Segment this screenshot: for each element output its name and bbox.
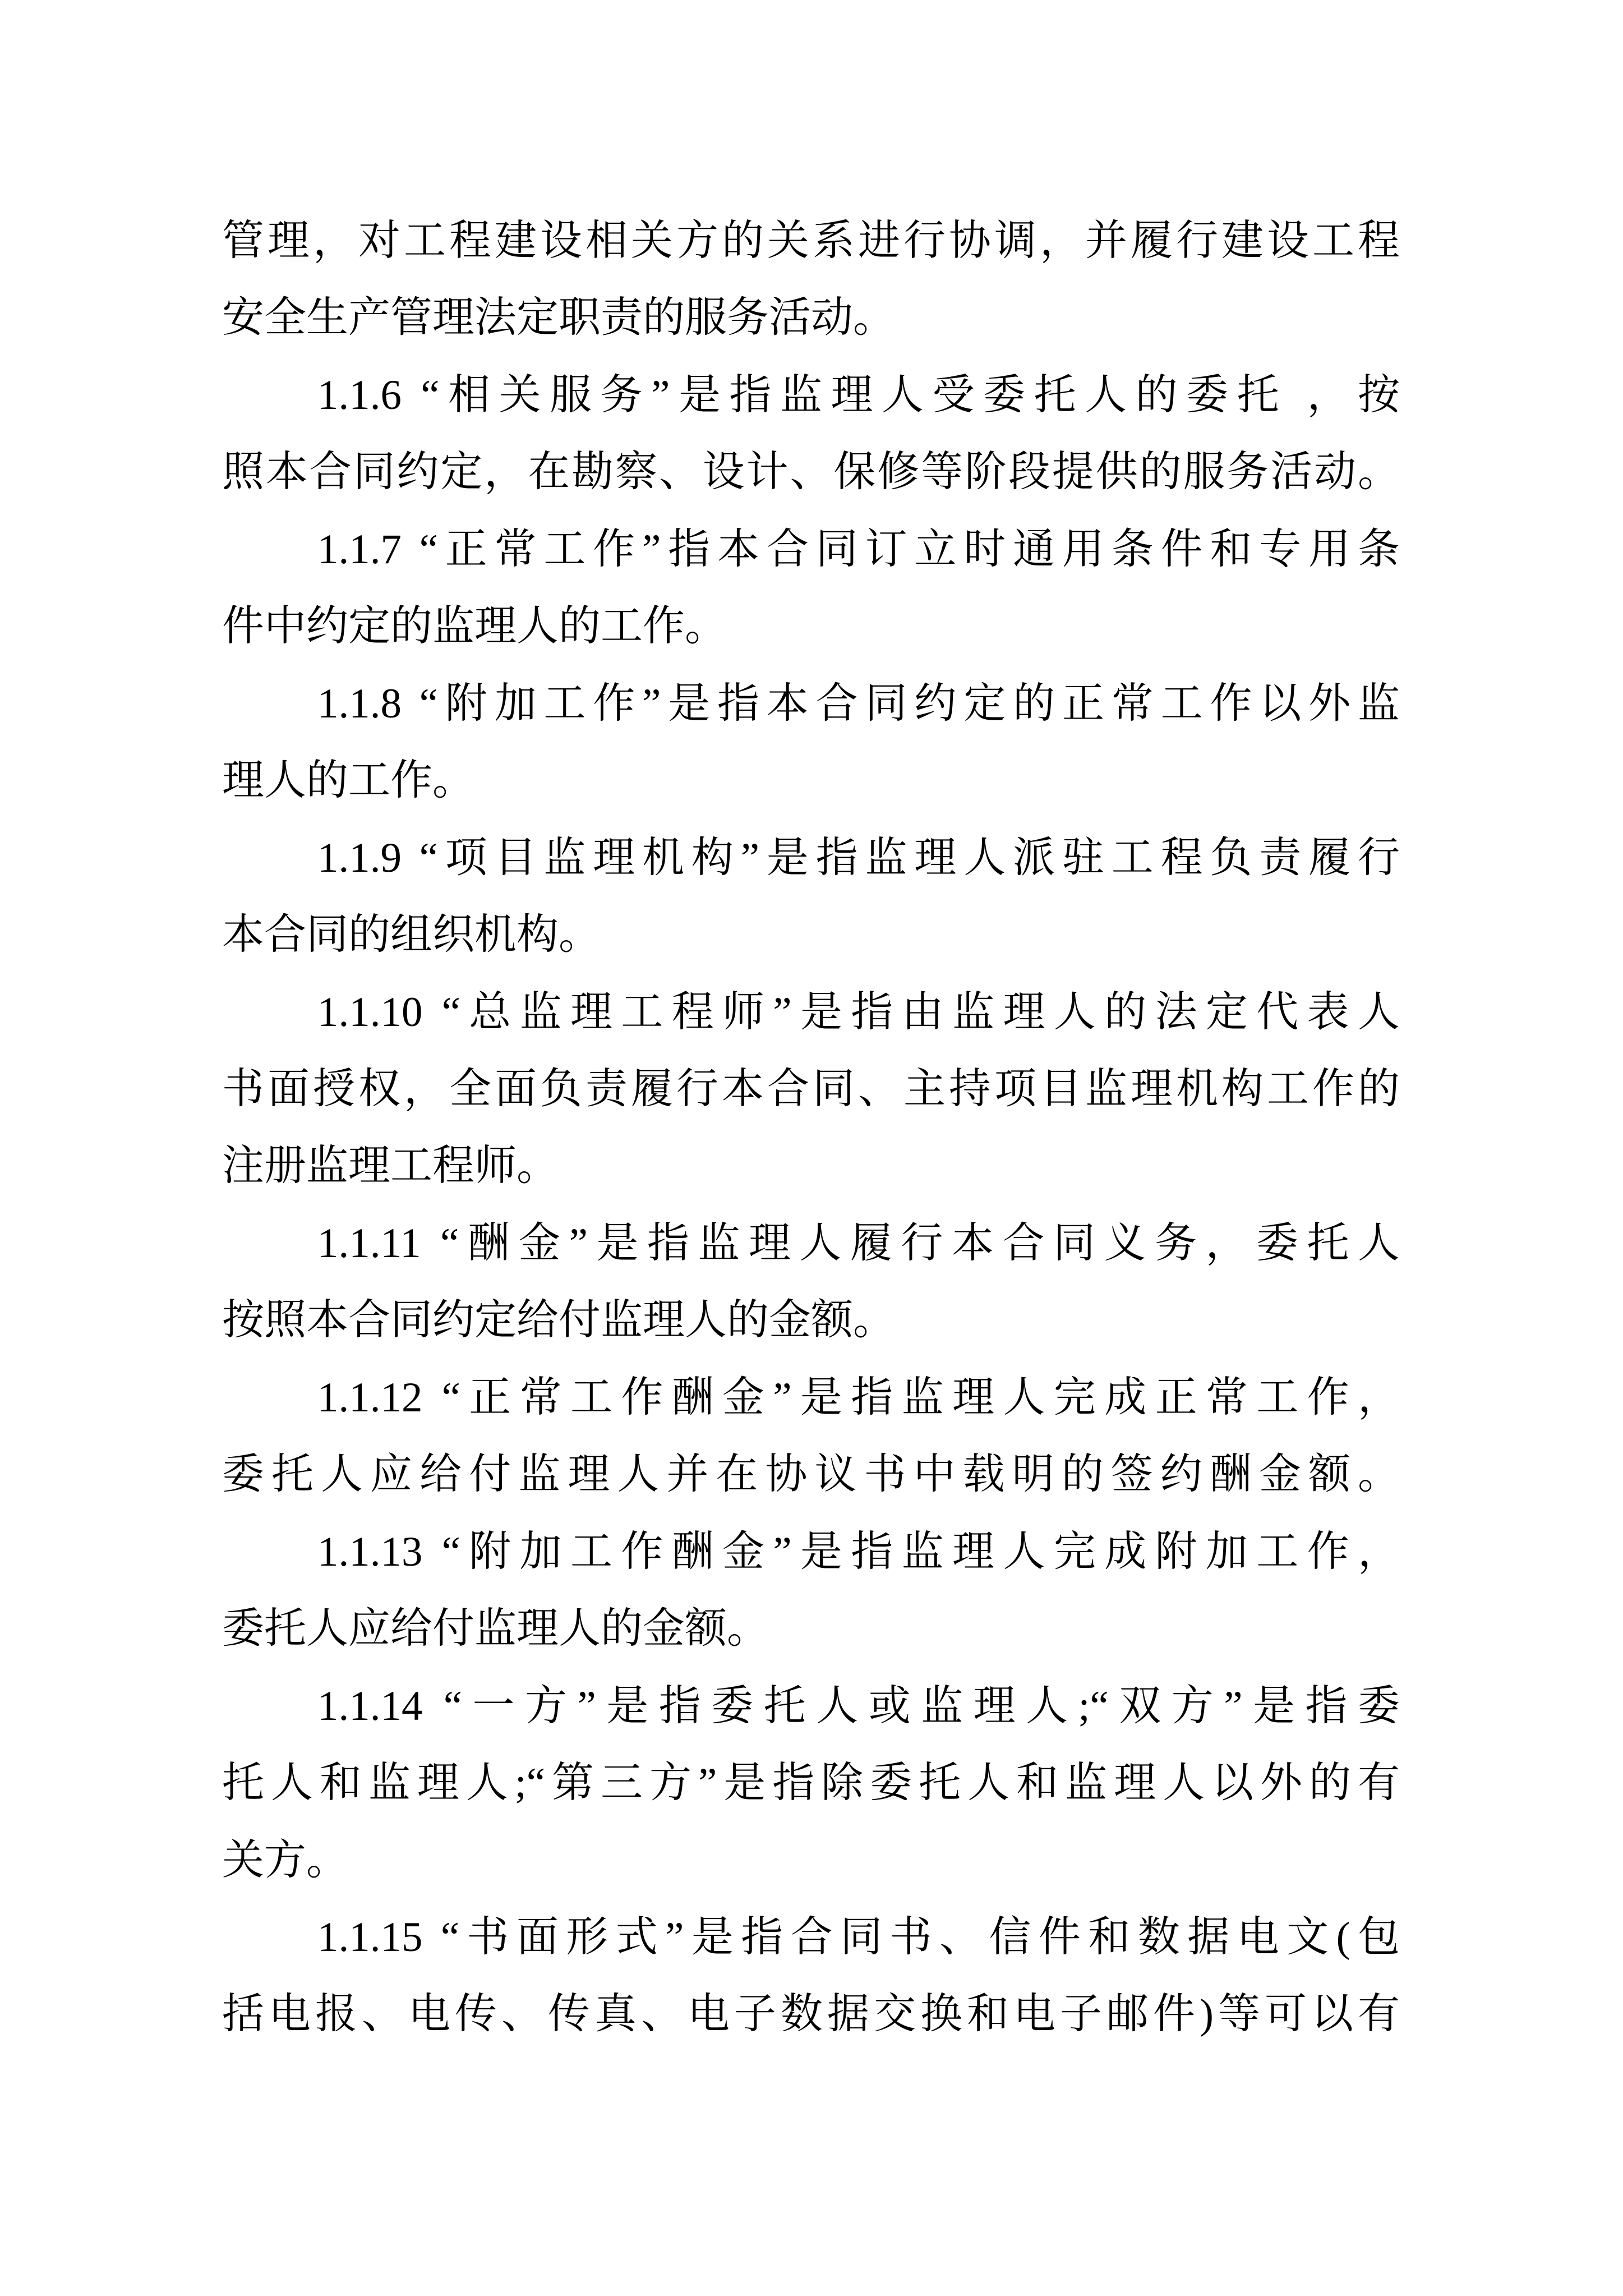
text-line: 书面授权，全面负责履行本合同、主持项目监理机构工作的	[222, 1065, 1400, 1112]
text-line: 1.1.14 “一方”是指委托人或监理人;“双方”是指委	[317, 1682, 1400, 1729]
text-line: 管理，对工程建设相关方的关系进行协调，并履行建设工程	[222, 218, 1400, 264]
text-line: 1.1.12 “正常工作酬金”是指监理人完成正常工作，	[317, 1374, 1400, 1421]
text-line: 括电报、电传、传真、电子数据交换和电子邮件)等可以有	[222, 1991, 1400, 2038]
text-line: 1.1.7 “正常工作”指本合同订立时通用条件和专用条	[317, 526, 1400, 573]
text-line: 1.1.11 “酬金”是指监理人履行本合同义务，委托人	[317, 1220, 1400, 1267]
text-line: 委托人应给付监理人并在协议书中载明的签约酬金额。	[222, 1451, 1400, 1498]
text-line: 托人和监理人;“第三方”是指除委托人和监理人以外的有	[222, 1760, 1400, 1807]
text-line: 按照本合同约定给付监理人的金额。	[222, 1297, 896, 1344]
text-line: 件中约定的监理人的工作。	[222, 603, 727, 650]
text-line: 1.1.8 “附加工作”是指本合同约定的正常工作以外监	[317, 680, 1400, 727]
document-body	[222, 203, 1400, 2053]
text-line: 委托人应给付监理人的金额。	[222, 1605, 769, 1653]
text-line: 1.1.9 “项目监理机构”是指监理人派驻工程负责履行	[317, 834, 1400, 881]
text-line: 本合同的组织机构。	[222, 912, 601, 959]
text-line: 1.1.13 “附加工作酬金”是指监理人完成附加工作，	[317, 1528, 1400, 1575]
text-line: 照本合同约定，在勘察、设计、保修等阶段提供的服务活动。	[222, 449, 1400, 496]
text-line: 注册监理工程师。	[222, 1143, 559, 1190]
text-line: 关方。	[222, 1837, 349, 1884]
text-line: 1.1.6 “相关服务”是指监理人受委托人的委托 ，按	[317, 371, 1400, 418]
text-line: 理人的工作。	[222, 757, 475, 804]
text-line: 安全生产管理法定职责的服务活动。	[222, 295, 896, 342]
text-line: 1.1.15 “书面形式”是指合同书、信件和数据电文(包	[317, 1913, 1400, 1961]
text-line: 1.1.10 “总监理工程师”是指由监理人的法定代表人	[317, 988, 1400, 1036]
